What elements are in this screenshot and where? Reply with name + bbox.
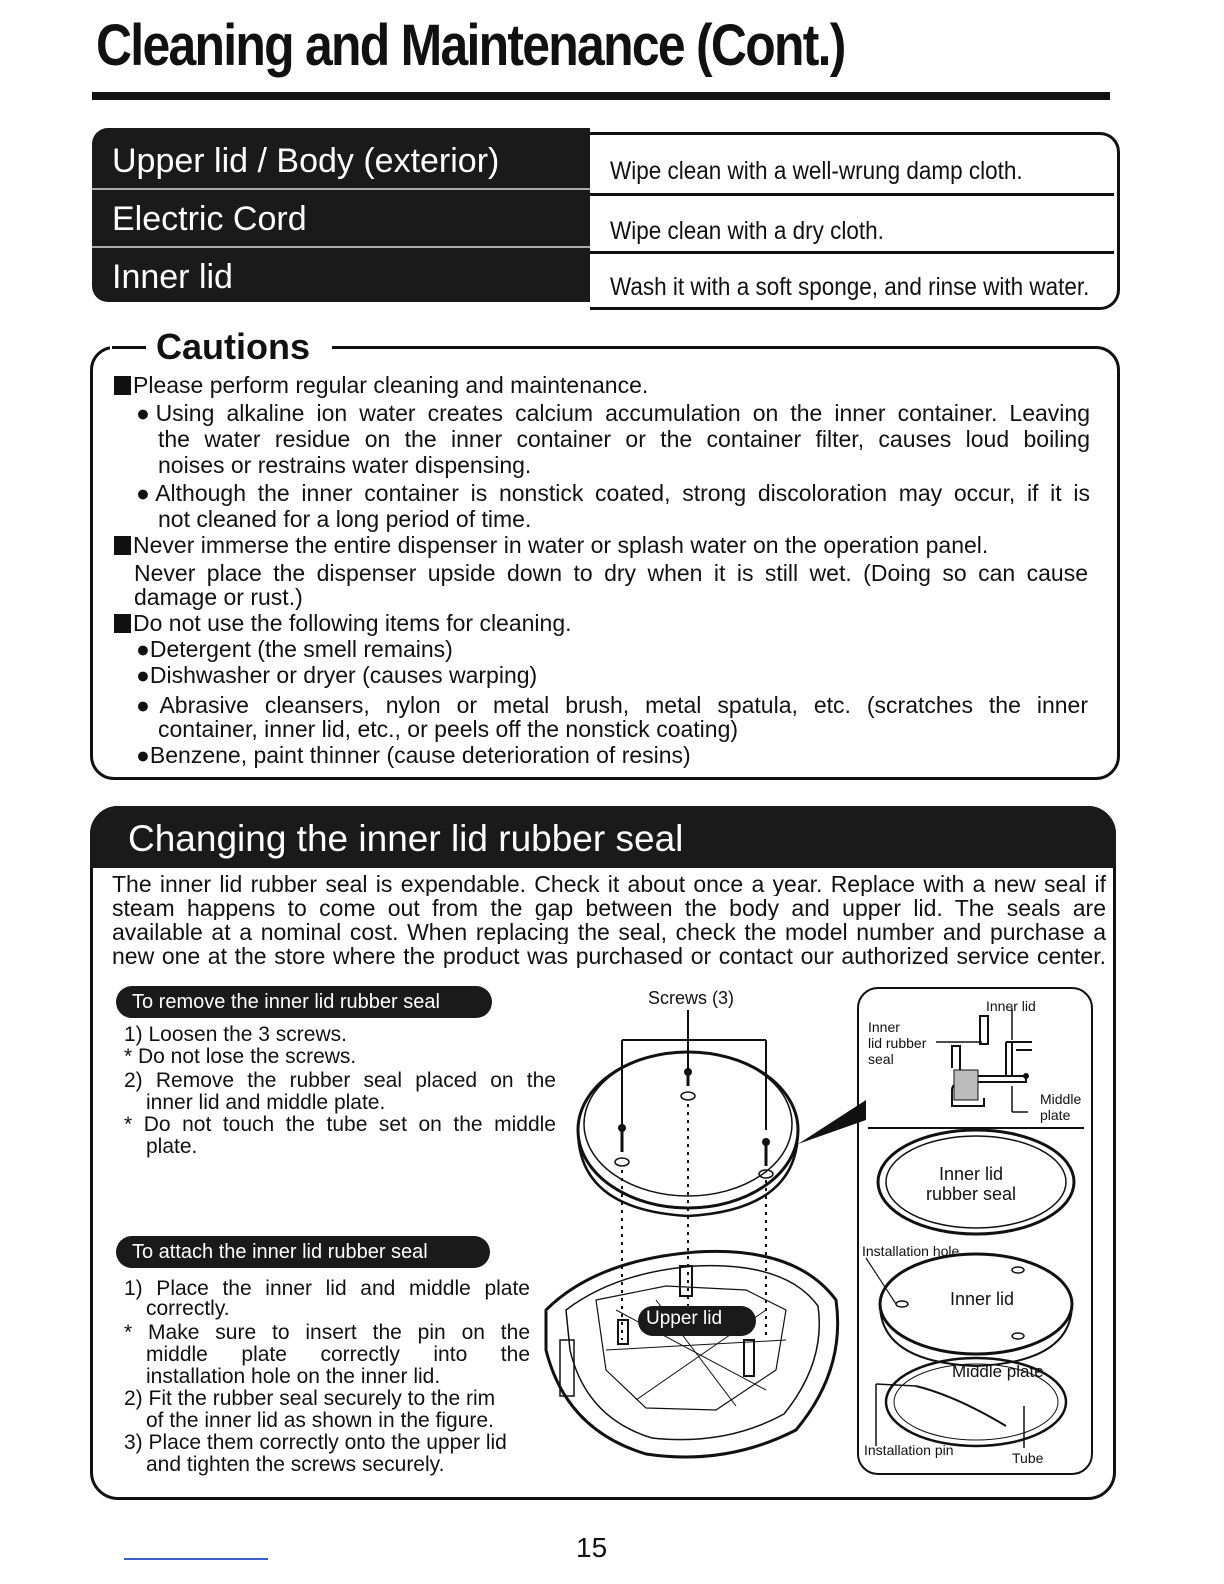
remove-step: 2) Remove the rubber seal placed on the <box>124 1069 556 1092</box>
inner-lid-rubber-seal-label: Inner lid rubber seal <box>926 1164 1017 1204</box>
attach-step: of the inner lid as shown in the figure. <box>146 1409 494 1432</box>
inner-lid-label: Inner lid <box>950 1289 1015 1309</box>
square-bullet-icon <box>114 536 131 555</box>
square-bullet-icon <box>114 376 131 395</box>
attach-step: installation hole on the inner lid. <box>146 1365 441 1388</box>
caution-line <box>114 372 648 398</box>
attach-step: 1) Place the inner lid and middle plate <box>124 1277 530 1300</box>
care-part-electric-cord: Electric Cord <box>112 200 307 238</box>
seal-intro-line: The inner lid rubber seal is expendable. Check it about once a year. Replace with a new seal if <box>112 872 1106 896</box>
screws-label: Screws (3) <box>648 988 735 1008</box>
attach-step: and tighten the screws securely. <box>146 1453 445 1476</box>
title-rule <box>92 92 1110 100</box>
caution-text: Never immerse the entire dispenser in water or splash water on the operation panel. <box>133 532 989 558</box>
attach-heading: To attach the inner lid rubber seal <box>116 1236 490 1268</box>
care-instructions-column <box>590 132 1120 310</box>
inner-lid-exploded-diagram <box>536 1010 866 1480</box>
caution-line: container, inner lid, etc., or peels off the nonstick coating) <box>158 716 739 742</box>
caution-line: ●Benzene, paint thinner (cause deterioration of resins) <box>136 742 691 768</box>
cautions-frame-dash <box>112 346 146 349</box>
care-table <box>92 128 1126 314</box>
caution-line: ●Dishwasher or dryer (causes warping) <box>136 662 538 688</box>
seal-intro-line: new one at the store where the product was purchased or contact our authorized service center. <box>112 944 1106 968</box>
care-divider <box>590 193 1114 196</box>
attach-step: 3) Place them correctly onto the upper lid <box>124 1431 507 1454</box>
caution-line: ●Abrasive cleansers, nylon or metal brush, metal spatula, etc. (scratches the inner <box>136 692 1088 718</box>
caution-line: Never place the dispenser upside down to dry when it is still wet. (Doing so can cause <box>134 560 1088 586</box>
caution-line <box>114 532 1090 558</box>
caution-line: damage or rust.) <box>134 584 303 610</box>
remove-step: inner lid and middle plate. <box>146 1091 386 1114</box>
seal-intro-line: available at a nominal cost. When replacing the seal, check the model number and purchase a <box>112 920 1106 944</box>
remove-step: * Do not touch the tube set on the middle <box>124 1113 556 1136</box>
tube-label: Tube <box>1012 1450 1044 1466</box>
attach-step: 2) Fit the rubber seal securely to the rim <box>124 1387 496 1410</box>
care-parts-column <box>92 128 590 302</box>
middle-plate-small-label: Middle plate <box>1040 1091 1082 1123</box>
attach-step: * Make sure to insert the pin on the <box>124 1321 530 1344</box>
page-number: 15 <box>576 1532 608 1563</box>
upper-lid-label: Upper lid <box>646 1308 723 1329</box>
seal-intro <box>112 872 1106 968</box>
inner-lid-top-label: Inner lid <box>986 998 1036 1014</box>
inner-lid-rubber-seal-small-label: Inner lid rubber seal <box>868 1019 927 1067</box>
remove-heading: To remove the inner lid rubber seal <box>116 986 492 1018</box>
caution-text: Do not use the following items for cleaning. <box>133 610 572 636</box>
seal-section-title: Changing the inner lid rubber seal <box>90 806 1116 868</box>
remove-step: plate. <box>146 1135 198 1158</box>
caution-line: the water residue on the inner container or the container filter, causes loud boiling <box>158 426 1090 452</box>
installation-pin-label: Installation pin <box>864 1442 954 1458</box>
caution-line: ●Using alkaline ion water creates calcium accumulation on the inner container. Leaving <box>136 400 1090 426</box>
care-instruction-electric-cord: Wipe clean with a dry cloth. <box>610 217 884 245</box>
seal-intro-line: steam happens to come out from the gap between the body and upper lid. The seals are <box>112 896 1106 920</box>
caution-line: not cleaned for a long period of time. <box>158 506 532 532</box>
care-instruction-inner-lid: Wash it with a soft sponge, and rinse with water. <box>610 273 1090 301</box>
remove-step: * Do not lose the screws. <box>124 1045 357 1068</box>
attach-step: middle plate correctly into the <box>146 1343 530 1366</box>
care-instruction-upper-lid: Wipe clean with a well-wrung damp cloth. <box>610 157 1023 185</box>
cautions-title: Cautions <box>156 326 311 367</box>
square-bullet-icon <box>114 614 131 633</box>
footer-rule <box>124 1558 268 1560</box>
care-divider <box>590 251 1114 254</box>
middle-plate-label: Middle plate <box>952 1362 1044 1381</box>
installation-hole-label: Installation hole <box>862 1243 960 1259</box>
care-part-inner-lid: Inner lid <box>112 258 233 296</box>
attach-step: correctly. <box>146 1297 230 1320</box>
caution-line: noises or restrains water dispensing. <box>158 452 532 478</box>
caution-line: ●Detergent (the smell remains) <box>136 636 453 662</box>
page-title: Cleaning and Maintenance (Cont.) <box>96 13 845 78</box>
caution-line <box>114 610 572 636</box>
care-part-upper-lid: Upper lid / Body (exterior) <box>112 142 500 180</box>
caution-line: ●Although the inner container is nonstick coated, strong discoloration may occur, if it is <box>136 480 1090 506</box>
remove-step: 1) Loosen the 3 screws. <box>124 1023 347 1046</box>
caution-text: Please perform regular cleaning and maintenance. <box>133 372 649 398</box>
